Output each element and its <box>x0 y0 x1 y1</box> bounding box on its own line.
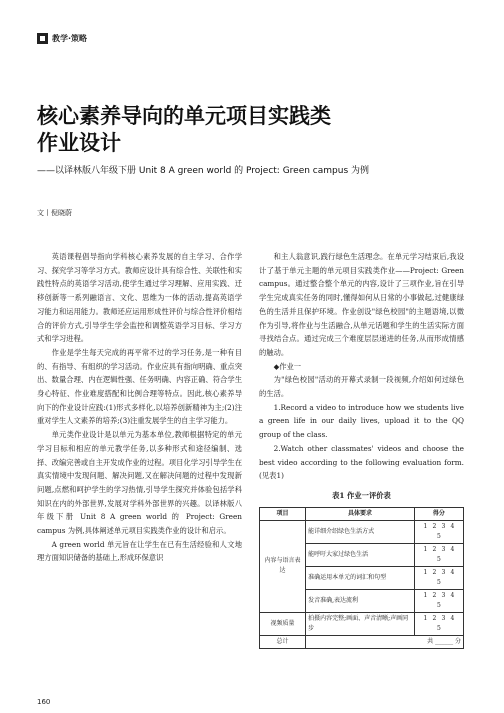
section-logo-icon <box>37 33 48 44</box>
paragraph: 单元类作业设计是以单元为基本单位,教师根据特定的单元学习目标和相应的单元教学任务,以多种形式和途径编制、选择、改编完善或自主开发成作业的过程。项目化学习引导学生在真实情境中发现问题、解决问题,又在解决问题的过程中发现新问题,点燃和呵护学生的学习热情,引导学生探究并体验包括学科知识在内的外部世界,发展对学科外部世界的兴趣。以译林版八年级下册 Unit 8 A green world 的 Project: Green campus 为例,具体阐述单元项目实践类作业的设计和启示。 <box>37 430 242 536</box>
table-caption: 表1 作业一评价表 <box>332 490 391 500</box>
table-header-cell: 得分 <box>414 507 463 520</box>
left-column <box>37 250 242 565</box>
category-cell: 视频质量 <box>260 612 306 635</box>
evaluation-table <box>259 507 464 649</box>
paragraph: 英语课程倡导指向学科核心素养发展的自主学习、合作学习、探究学习等学习方式。教师应设计具有综合性、关联性和实践性特点的英语学习活动,使学生通过学习理解、应用实践、迁移创新等一系列融语言、文化、思维为一体的活动,提高英语学习能力和运用能力。教师还应运用形成性评价与综合性评价相结合的评价方式,引导学生学会监控和调整英语学习目标、学习方式和学习进程。 <box>37 252 242 344</box>
score-cell: 1 2 3 45 <box>414 589 463 612</box>
title-line-2: 作业设计 <box>37 131 121 155</box>
requirement-cell: 能呼吁大家过绿色生活 <box>306 543 415 566</box>
right-column <box>259 250 464 649</box>
requirement-cell: 拍摄内容完整;画面、声音清晰;声画同步 <box>306 612 415 635</box>
table-header-cell: 项目 <box>260 507 306 520</box>
table-row <box>260 520 464 543</box>
paragraph: 和主人翁意识,践行绿色生活理念。在单元学习结束后,我设计了基于单元主题的单元项目实践类作业——Project: Green campus。通过整合整个单元的内容,设计了三项作业,旨在引导学生完成真实任务的同时,懂得如何从日常的小事做起,过健康绿色的生活并且保护环境。作业创设"绿色校园"的主题语境,以微作为引导,将作业与生活融合,从单元话题和学生的生活实际方面寻找结合点。通过完成三个难度层层递进的任务,从而形成情感的触动。 <box>259 252 464 357</box>
article-author: 文丨倪晓蔚 <box>37 209 72 217</box>
score-cell: 1 2 3 45 <box>414 566 463 589</box>
requirement-cell: 发音准确,表达流利 <box>306 589 415 612</box>
score-cell: 1 2 3 45 <box>414 520 463 543</box>
task-step: 1.Record a video to introduce how we students live a green life in our daily lives, upload it to the QQ group of the class. <box>259 402 464 440</box>
task-intro: 为"绿色校园"活动的开幕式录制一段视频,介绍如何过绿色的生活。 <box>259 375 464 399</box>
table-total-row <box>260 635 464 648</box>
score-cell: 1 2 3 45 <box>414 543 463 566</box>
table-header-cell: 具体要求 <box>306 507 415 520</box>
task-heading: ◆作业一 <box>273 361 302 371</box>
table-header-row <box>260 507 464 520</box>
total-value: 共 ______ 分 <box>306 635 464 648</box>
article-title <box>37 103 331 157</box>
score-cell: 1 2 3 45 <box>414 612 463 635</box>
category-cell: 内容与语言表达 <box>260 520 306 612</box>
section-label: 教学·策略 <box>52 34 88 43</box>
total-label: 总计 <box>260 635 306 648</box>
requirement-cell: 准确运用本单元的词汇和句型 <box>306 566 415 589</box>
paragraph: 作业是学生每天完成的再平常不过的学习任务,是一种有目的、有指导、有组织的学习活动。作业应具有指向明确、重点突出、数量合理、内在逻辑性强、任务明确、内容正确、符合学生身心特征、作业难度搭配和比例合理等特点。因此,核心素养导向下的作业设计应践:(1)形式多样化,以培养创新精神为主;(2)注重对学生人文素养的培养;(3)注重发展学生的自主学习能力。 <box>37 347 242 426</box>
page-header <box>37 33 87 44</box>
paragraph: A green world 单元旨在让学生在已有生活经验和人文地理方面知识储备的基础上,形成环保意识 <box>37 539 242 563</box>
task-step: 2.Watch other classmates' videos and choose the best video according to the following evaluation form. (见表1) <box>259 443 464 481</box>
article-subtitle: ——以译林版八年级下册 Unit 8 A green world 的 Project: Green campus 为例 <box>37 166 370 176</box>
requirement-cell: 能详细介绍绿色生活方式 <box>306 520 415 543</box>
title-line-1: 核心素养导向的单元项目实践类 <box>37 104 331 128</box>
table-row <box>260 612 464 635</box>
page-number: 160 <box>37 698 51 706</box>
